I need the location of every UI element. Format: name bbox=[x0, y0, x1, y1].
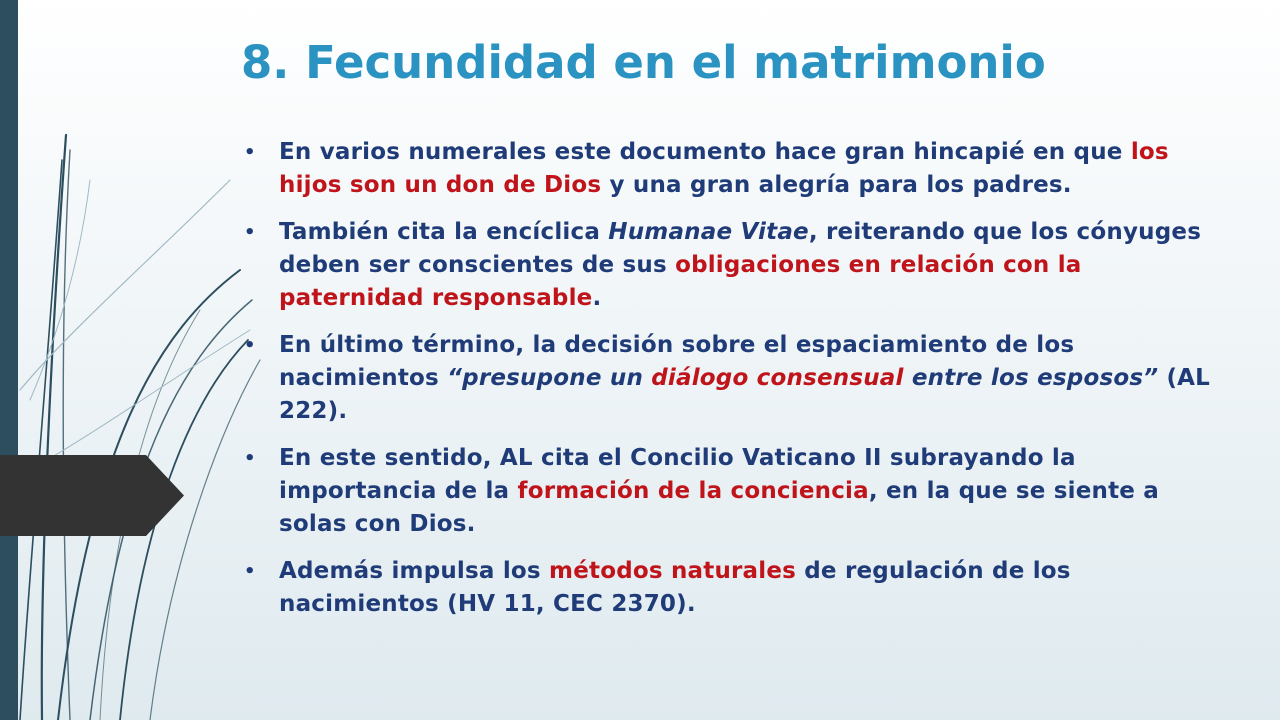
bullet-list bbox=[244, 136, 1234, 635]
bullet-dot-icon: • bbox=[244, 448, 256, 469]
bullet-highlight: métodos naturales bbox=[549, 558, 797, 584]
bullet-text: También cita la encíclica bbox=[279, 219, 609, 245]
bullet-dot-icon: • bbox=[244, 142, 256, 163]
bullet-highlight: diálogo consensual bbox=[651, 365, 904, 391]
bullet-dot-icon: • bbox=[244, 222, 256, 243]
bullet-item bbox=[244, 555, 1234, 621]
bullet-text: , reiterando que los cónyuges deben ser conscientes de sus bbox=[279, 219, 1202, 278]
bullet-dot-icon: • bbox=[244, 561, 256, 582]
bullet-text: (AL 222). bbox=[279, 365, 1211, 424]
bullet-item bbox=[244, 216, 1234, 315]
bullet-text: y una gran alegría para los padres. bbox=[601, 172, 1072, 198]
bullet-quote: entre los esposos” bbox=[903, 365, 1159, 391]
bullet-highlight: obligaciones en relación con la paternidad responsable bbox=[279, 252, 1082, 311]
bullet-quote: “presupone un bbox=[447, 365, 652, 391]
arrow-tab-shape bbox=[0, 455, 184, 536]
bullet-highlight: los hijos son un don de Dios bbox=[279, 139, 1169, 198]
bullet-text: . bbox=[592, 285, 602, 311]
bullet-text: En último término, la decisión sobre el espaciamiento de los nacimientos bbox=[279, 332, 1075, 391]
bullet-highlight: formación de la conciencia bbox=[517, 478, 869, 504]
bullet-item bbox=[244, 442, 1234, 541]
bullet-item bbox=[244, 329, 1234, 428]
bullet-text: En varios numerales este documento hace gran hincapié en que bbox=[279, 139, 1131, 165]
bullet-dot-icon: • bbox=[244, 335, 256, 356]
slide-title: 8. Fecundidad en el matrimonio bbox=[241, 36, 1046, 89]
bullet-text: de regulación de los nacimientos (HV 11, CEC 2370). bbox=[279, 558, 1071, 617]
bullet-item bbox=[244, 136, 1234, 202]
bullet-text: Además impulsa los bbox=[279, 558, 550, 584]
bullet-text: , en la que se siente a solas con Dios. bbox=[279, 478, 1159, 537]
bullet-text: En este sentido, AL cita el Concilio Vaticano II subrayando la importancia de la bbox=[279, 445, 1076, 504]
bullet-italic: Humanae Vitae bbox=[608, 219, 809, 245]
